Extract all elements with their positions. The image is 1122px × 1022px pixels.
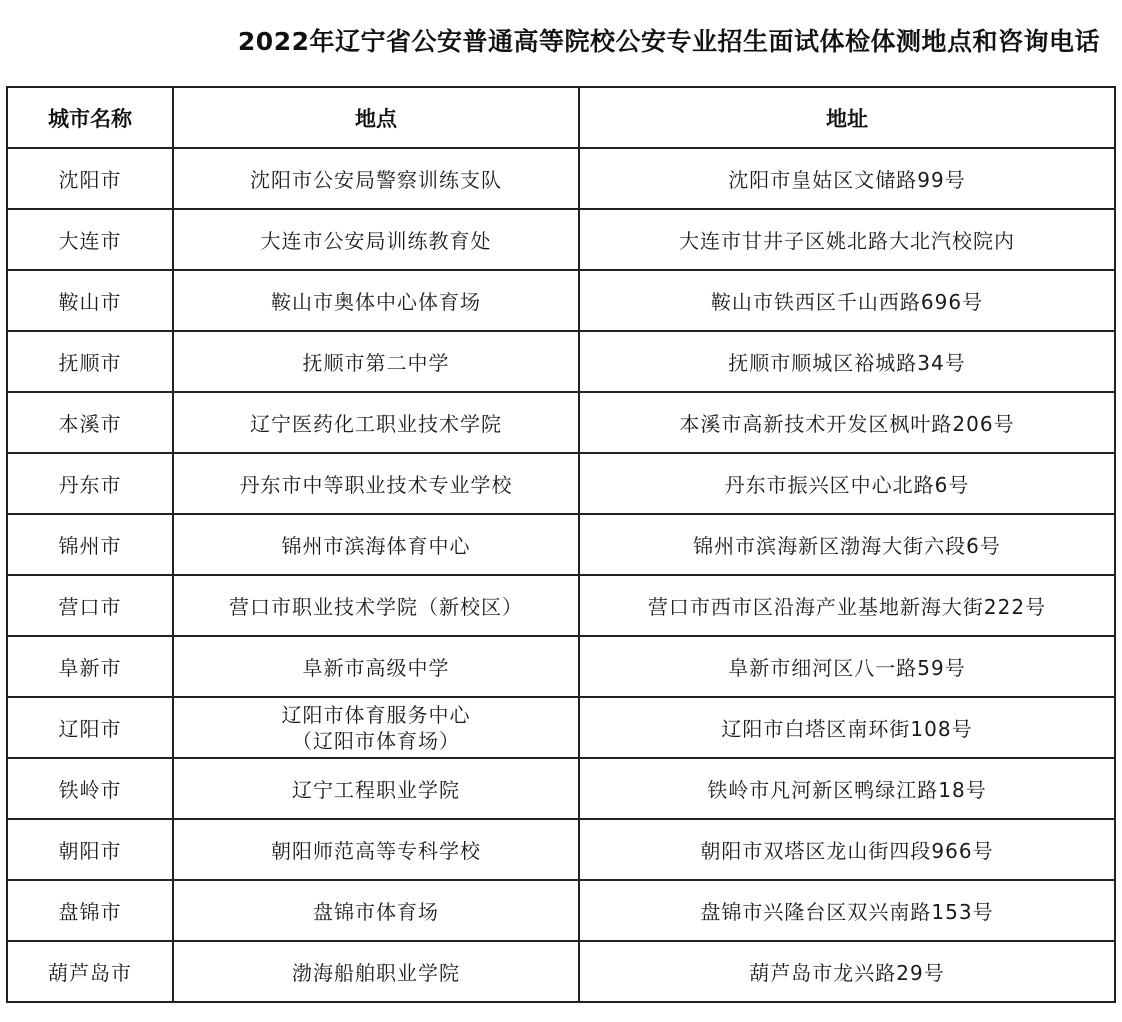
cell-address: 大连市甘井子区姚北路大北汽校院内	[579, 209, 1115, 270]
table-row	[7, 392, 1115, 453]
cell-address: 葫芦岛市龙兴路29号	[579, 941, 1115, 1002]
cell-place: 锦州市滨海体育中心	[173, 514, 579, 575]
cell-city: 营口市	[7, 575, 173, 636]
column-header-city: 城市名称	[7, 87, 173, 148]
document-title: 2022年辽宁省公安普通高等院校公安专业招生面试体检体测地点和咨询电话	[237, 27, 1100, 56]
table-row	[7, 941, 1115, 1002]
cell-place	[173, 697, 579, 758]
cell-place: 鞍山市奥体中心体育场	[173, 270, 579, 331]
cell-city: 大连市	[7, 209, 173, 270]
cell-city: 阜新市	[7, 636, 173, 697]
cell-place: 盘锦市体育场	[173, 880, 579, 941]
cell-city: 抚顺市	[7, 331, 173, 392]
cell-city: 辽阳市	[7, 697, 173, 758]
exam-locations-table	[6, 86, 1116, 1003]
cell-address: 阜新市细河区八一路59号	[579, 636, 1115, 697]
cell-place: 大连市公安局训练教育处	[173, 209, 579, 270]
cell-place: 阜新市高级中学	[173, 636, 579, 697]
cell-address: 锦州市滨海新区渤海大街六段6号	[579, 514, 1115, 575]
cell-address: 丹东市振兴区中心北路6号	[579, 453, 1115, 514]
cell-city: 盘锦市	[7, 880, 173, 941]
column-header-address: 地址	[579, 87, 1115, 148]
cell-city: 铁岭市	[7, 758, 173, 819]
cell-place-line-2: （辽阳市体育场）	[292, 728, 460, 753]
cell-address: 鞍山市铁西区千山西路696号	[579, 270, 1115, 331]
table-row	[7, 575, 1115, 636]
table-row	[7, 209, 1115, 270]
cell-address: 营口市西市区沿海产业基地新海大街222号	[579, 575, 1115, 636]
cell-place: 抚顺市第二中学	[173, 331, 579, 392]
cell-place: 丹东市中等职业技术专业学校	[173, 453, 579, 514]
table-row	[7, 819, 1115, 880]
cell-place: 朝阳师范高等专科学校	[173, 819, 579, 880]
table-row	[7, 758, 1115, 819]
table-header-row	[7, 87, 1115, 148]
cell-city: 葫芦岛市	[7, 941, 173, 1002]
cell-place: 辽宁医药化工职业技术学院	[173, 392, 579, 453]
cell-city: 沈阳市	[7, 148, 173, 209]
table-row	[7, 697, 1115, 758]
cell-address: 本溪市高新技术开发区枫叶路206号	[579, 392, 1115, 453]
cell-address: 铁岭市凡河新区鸭绿江路18号	[579, 758, 1115, 819]
column-header-place: 地点	[173, 87, 579, 148]
cell-address: 沈阳市皇姑区文储路99号	[579, 148, 1115, 209]
cell-city: 锦州市	[7, 514, 173, 575]
cell-address: 辽阳市白塔区南环街108号	[579, 697, 1115, 758]
cell-place: 沈阳市公安局警察训练支队	[173, 148, 579, 209]
table-body	[7, 148, 1115, 1002]
table-row	[7, 514, 1115, 575]
table-row	[7, 880, 1115, 941]
cell-city: 丹东市	[7, 453, 173, 514]
cell-place-line-1: 辽阳市体育服务中心	[281, 702, 471, 727]
cell-address: 盘锦市兴隆台区双兴南路153号	[579, 880, 1115, 941]
cell-city: 鞍山市	[7, 270, 173, 331]
cell-address: 抚顺市顺城区裕城路34号	[579, 331, 1115, 392]
table-row	[7, 148, 1115, 209]
table-row	[7, 636, 1115, 697]
cell-place: 辽宁工程职业学院	[173, 758, 579, 819]
cell-address: 朝阳市双塔区龙山街四段966号	[579, 819, 1115, 880]
cell-city: 朝阳市	[7, 819, 173, 880]
cell-place: 营口市职业技术学院（新校区）	[173, 575, 579, 636]
table-row	[7, 331, 1115, 392]
table-row	[7, 453, 1115, 514]
table-row	[7, 270, 1115, 331]
cell-place: 渤海船舶职业学院	[173, 941, 579, 1002]
cell-city: 本溪市	[7, 392, 173, 453]
